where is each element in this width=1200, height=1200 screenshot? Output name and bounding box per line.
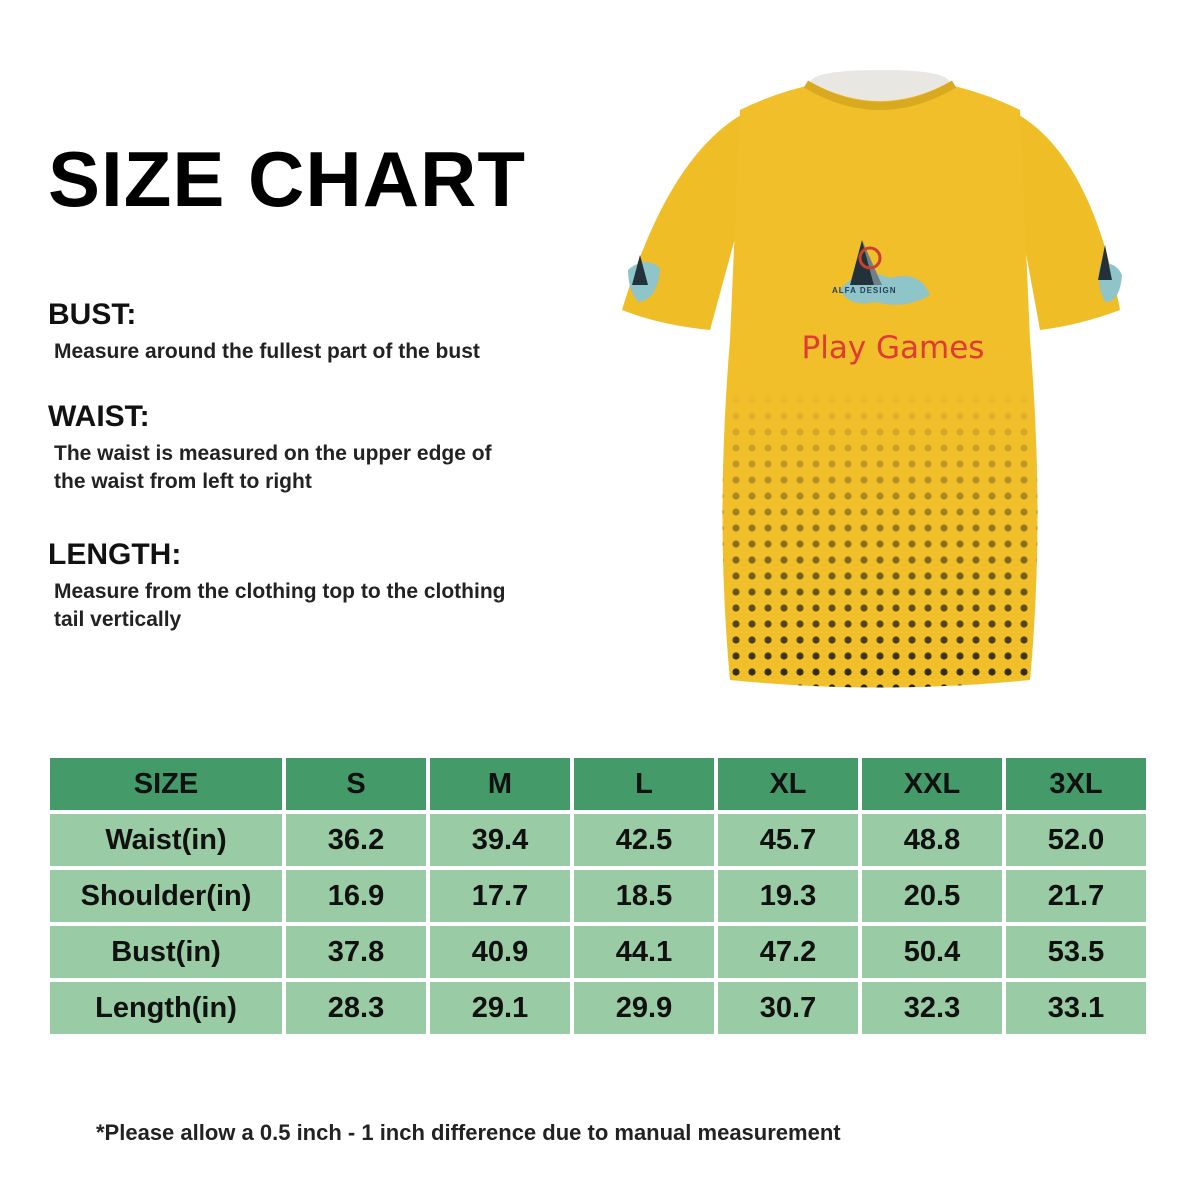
header-s: S (286, 758, 426, 810)
row-label: Bust(in) (50, 926, 282, 978)
table-cell: 42.5 (574, 814, 714, 866)
waist-heading: WAIST: (48, 400, 150, 433)
row-label: Shoulder(in) (50, 870, 282, 922)
logo-caption: ALFA DESIGN (832, 286, 897, 295)
table-cell: 32.3 (862, 982, 1002, 1034)
header-xxl: XXL (862, 758, 1002, 810)
table-cell: 33.1 (1006, 982, 1146, 1034)
bust-heading: BUST: (48, 298, 137, 331)
waist-description-line1: The waist is measured on the upper edge of (54, 442, 492, 465)
page-title: SIZE CHART (48, 135, 526, 223)
table-row (50, 926, 1146, 978)
table-cell: 37.8 (286, 926, 426, 978)
table-cell: 17.7 (430, 870, 570, 922)
row-label: Length(in) (50, 982, 282, 1034)
table-cell: 40.9 (430, 926, 570, 978)
table-cell: 18.5 (574, 870, 714, 922)
header-size: SIZE (50, 758, 282, 810)
table-cell: 29.1 (430, 982, 570, 1034)
table-row (50, 870, 1146, 922)
length-heading: LENGTH: (48, 538, 182, 571)
table-cell: 16.9 (286, 870, 426, 922)
bust-description: Measure around the fullest part of the bust (54, 340, 480, 363)
table-cell: 50.4 (862, 926, 1002, 978)
measurement-note: *Please allow a 0.5 inch - 1 inch difference due to manual measurement (96, 1120, 841, 1145)
table-cell: 45.7 (718, 814, 858, 866)
header-3xl: 3XL (1006, 758, 1146, 810)
table-cell: 53.5 (1006, 926, 1146, 978)
table-cell: 29.9 (574, 982, 714, 1034)
table-cell: 28.3 (286, 982, 426, 1034)
table-cell: 52.0 (1006, 814, 1146, 866)
table-cell: 48.8 (862, 814, 1002, 866)
table-row (50, 814, 1146, 866)
length-description-line2: tail vertically (54, 608, 182, 631)
table-cell: 36.2 (286, 814, 426, 866)
header-m: M (430, 758, 570, 810)
length-guide (48, 540, 608, 634)
table-header-row (50, 758, 1146, 810)
waist-description-line2: the waist from left to right (54, 470, 312, 493)
table-cell: 19.3 (718, 870, 858, 922)
waist-guide (48, 402, 608, 496)
table-cell: 39.4 (430, 814, 570, 866)
table-cell: 47.2 (718, 926, 858, 978)
table-row (50, 982, 1146, 1034)
shirt-print-text: Play Games (801, 330, 985, 366)
table-cell: 20.5 (862, 870, 1002, 922)
length-description-line1: Measure from the clothing top to the clothing (54, 580, 506, 603)
size-table (46, 754, 1150, 1038)
header-xl: XL (718, 758, 858, 810)
length-description (54, 578, 608, 634)
tshirt-image (600, 40, 1160, 690)
table-cell: 44.1 (574, 926, 714, 978)
row-label: Waist(in) (50, 814, 282, 866)
header-l: L (574, 758, 714, 810)
table-cell: 21.7 (1006, 870, 1146, 922)
table-cell: 30.7 (718, 982, 858, 1034)
waist-description (54, 440, 608, 496)
bust-guide (48, 300, 608, 366)
